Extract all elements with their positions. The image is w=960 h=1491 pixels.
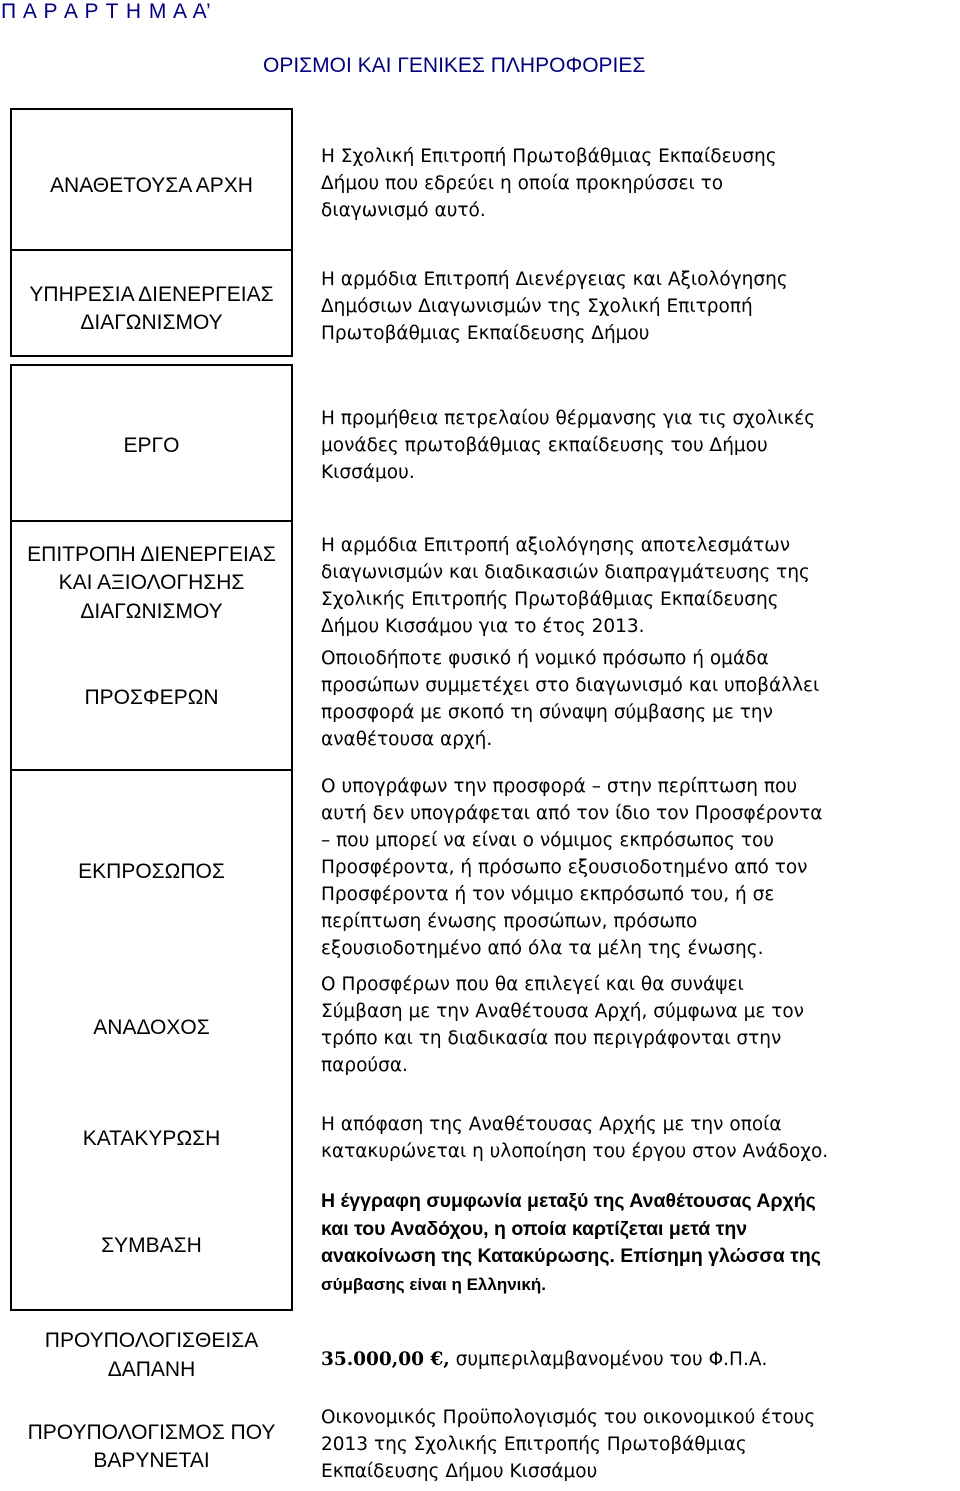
term-tender-service-line1: ΥΠΗΡΕΣΙΑ ΔΙΕΝΕΡΓΕΙΑΣ — [29, 283, 274, 306]
term-bidders: ΠΡΟΣΦΕΡΩΝ — [84, 686, 219, 709]
definition-line: Δήμου Κισσάμου για το έτος 2013. — [321, 616, 645, 637]
definition-line: Οικονομικός Προϋπολογισμός του οικονομικού έτους — [321, 1407, 816, 1428]
definition-tender-service — [321, 266, 788, 347]
definition-line: αναθέτουσα αρχή. — [321, 729, 493, 750]
term-charged-budget-line1: ΠΡΟΥΠΟΛΟΓΙΣΜΟΣ ΠΟΥ — [27, 1421, 276, 1444]
definition-line: Ο Προσφέρων που θα επιλεγεί και θα συνάψει — [321, 974, 744, 995]
definition-line: περίπτωση ένωσης προσώπων, πρόσωπο — [321, 911, 698, 932]
term-tender-service-line2: ΔΙΑΓΩΝΙΣΜΟΥ — [80, 311, 223, 334]
definition-project — [321, 405, 815, 486]
definition-line: εξουσιοδοτημένο από όλα τα μέλη της ένωσης. — [321, 938, 764, 959]
term-committee-line3: ΔΙΑΓΩΝΙΣΜΟΥ — [80, 600, 223, 623]
definition-representative — [321, 773, 822, 962]
definition-line: Η απόφαση της Αναθέτουσας Αρχής με την οποία — [321, 1114, 782, 1135]
definition-line: ανακοίνωση της Κατακύρωσης. Επίσημη γλώσσα της — [321, 1245, 821, 1267]
definition-line: μονάδες πρωτοβάθμιας εκπαίδευσης του Δήμου — [321, 435, 768, 456]
document-heading: ΟΡΙΣΜΟΙ ΚΑΙ ΓΕΝΙΚΕΣ ΠΛΗΡΟΦΟΡΙΕΣ — [263, 54, 646, 77]
definition-contract — [321, 1188, 821, 1298]
definition-committee — [321, 532, 810, 640]
definition-line: Πρωτοβάθμιας Εκπαίδευσης Δήμου — [321, 323, 650, 344]
definition-line: Οποιοδήποτε φυσικό ή νομικό πρόσωπο ή ομάδα — [321, 648, 769, 669]
definition-line: Κισσάμου. — [321, 462, 415, 483]
appendix-label: Π Α Ρ Α Ρ Τ Η Μ Α Α’ — [1, 0, 212, 23]
term-project: ΕΡΓΟ — [123, 434, 180, 457]
definition-line: Σχολικής Επιτροπής Πρωτοβάθμιας Εκπαίδευσης — [321, 589, 779, 610]
definition-line: Η έγγραφη συμφωνία μεταξύ της Αναθέτουσας Αρχής — [321, 1190, 816, 1212]
term-contract: ΣΥΜΒΑΣΗ — [101, 1234, 202, 1257]
definition-line: Εκπαίδευσης Δήμου Κισσάμου — [321, 1461, 598, 1482]
term-budgeted-cost-line2: ΔΑΠΑΝΗ — [107, 1358, 196, 1381]
definition-line: προσώπων συμμετέχει στο διαγωνισμό και υποβάλλει — [321, 675, 820, 696]
term-contractor: ΑΝΑΔΟΧΟΣ — [93, 1016, 210, 1039]
definition-line: κατακυρώνεται η υλοποίηση του έργου στον Ανάδοχο. — [321, 1141, 829, 1162]
definition-bidders — [321, 645, 819, 753]
definition-line: Ο υπογράφων την προσφορά – στην περίπτωση που — [321, 776, 798, 797]
budget-amount-note: συμπεριλαμβανομένου του Φ.Π.Α. — [449, 1349, 768, 1370]
budget-amount: 35.000,00 €, — [321, 1349, 450, 1370]
definition-line: και του Αναδόχου, η οποία καρτίζεται μετά την — [321, 1217, 748, 1240]
term-charged-budget-line2: ΒΑΡΥΝΕΤΑΙ — [93, 1449, 210, 1472]
definition-line: τρόπο και τη διαδικασία που περιγράφονται στην — [321, 1028, 782, 1049]
definition-line: παρούσα. — [321, 1055, 408, 1076]
term-committee-line1: ΕΠΙΤΡΟΠΗ ΔΙΕΝΕΡΓΕΙΑΣ — [27, 543, 276, 566]
definition-line: Η αρμόδια Επιτροπή αξιολόγησης αποτελεσμάτων — [321, 535, 791, 556]
definition-line: 2013 της Σχολικής Επιτροπής Πρωτοβάθμιας — [321, 1434, 747, 1455]
definition-award — [321, 1111, 828, 1165]
definition-budgeted-cost — [321, 1346, 767, 1373]
definition-line: Δήμου που εδρεύει η οποία προκηρύσσει το — [321, 173, 724, 194]
definition-line: Η Σχολική Επιτροπή Πρωτοβάθμιας Εκπαίδευσης — [321, 146, 777, 167]
definition-line: διαγωνισμό αυτό. — [321, 200, 486, 221]
definition-line: – που μπορεί να είναι ο νόμιμος εκπρόσωπος του — [321, 830, 775, 851]
definition-line: Η προμήθεια πετρελαίου θέρμανσης για τις σχολικές — [321, 408, 816, 429]
definition-contractor — [321, 971, 804, 1079]
definition-line: προσφορά με σκοπό τη σύναψη σύμβασης με την — [321, 702, 773, 723]
definition-charged-budget — [321, 1404, 815, 1485]
term-budgeted-cost-line1: ΠΡΟΥΠΟΛΟΓΙΣΘΕΙΣΑ — [44, 1329, 259, 1352]
definition-line: Η αρμόδια Επιτροπή Διενέργειας και Αξιολόγησης — [321, 269, 788, 290]
term-representative: ΕΚΠΡΟΣΩΠΟΣ — [78, 860, 225, 883]
definition-contracting-authority — [321, 143, 777, 224]
term-committee-line2: ΚΑΙ ΑΞΙΟΛΟΓΗΣΗΣ — [58, 571, 245, 594]
definition-line: διαγωνισμών και διαδικασιών διαπραγμάτευσης της — [321, 562, 810, 583]
definition-line: Προσφέροντα ή τον νόμιμο εκπρόσωπό του, ή σε — [321, 884, 775, 905]
definition-line: αυτή δεν υπογράφεται από τον ίδιο τον Προσφέροντα — [321, 803, 823, 824]
definition-line: Δημόσιων Διαγωνισμών της Σχολική Επιτροπή — [321, 296, 753, 317]
definition-line: Σύμβαση με την Αναθέτουσα Αρχή, σύμφωνα με τον — [321, 1001, 805, 1022]
definition-line: σύμβασης είναι η Ελληνική. — [321, 1274, 546, 1294]
definition-line: Προσφέροντα, ή πρόσωπο εξουσιοδοτημένο από τον — [321, 857, 808, 878]
term-contracting-authority: ΑΝΑΘΕΤΟΥΣΑ ΑΡΧΗ — [50, 174, 253, 197]
term-award: ΚΑΤΑΚΥΡΩΣΗ — [82, 1127, 221, 1150]
